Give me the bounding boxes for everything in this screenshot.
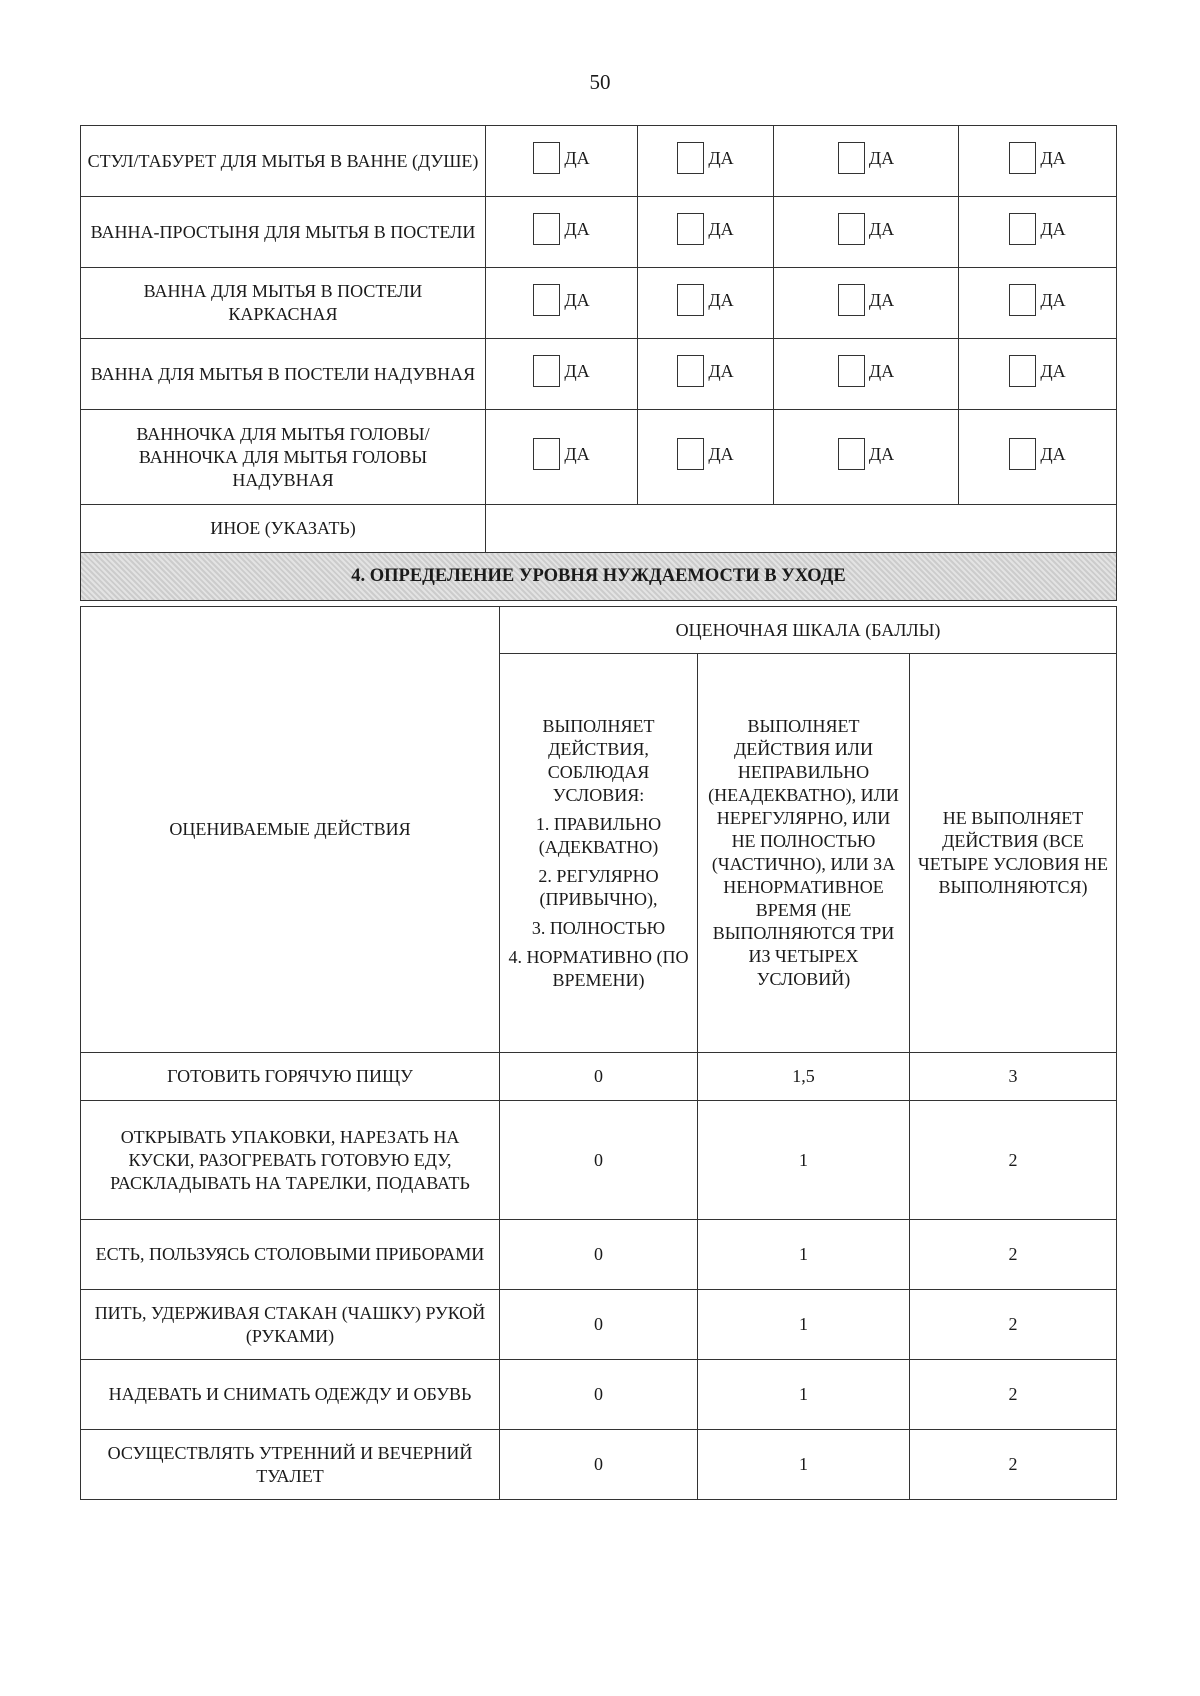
action-row: [81, 1053, 1117, 1101]
option-cell: [774, 197, 959, 268]
yes-label: ДА: [564, 360, 590, 381]
yes-label: ДА: [708, 360, 734, 381]
action-name: ОТКРЫВАТЬ УПАКОВКИ, НАРЕЗАТЬ НА КУСКИ, РАЗОГРЕВАТЬ ГОТОВУЮ ЕДУ, РАСКЛАДЫВАТЬ НА ТАРЕЛКИ, ПОДАВАТЬ: [81, 1101, 500, 1220]
checkbox-icon[interactable]: [677, 142, 704, 174]
action-row: [81, 1220, 1117, 1290]
yes-option[interactable]: [677, 142, 733, 174]
col1-intro: ВЫПОЛНЯЕТ ДЕЙСТВИЯ, СОБЛЮДАЯ УСЛОВИЯ:: [542, 715, 655, 805]
yes-label: ДА: [564, 289, 590, 310]
equipment-row: [81, 197, 1117, 268]
yes-label: ДА: [868, 147, 895, 168]
equipment-rows: [81, 126, 1117, 505]
yes-label: ДА: [564, 147, 590, 168]
yes-option[interactable]: [533, 355, 589, 387]
action-name: ЕСТЬ, ПОЛЬЗУЯСЬ СТОЛОВЫМИ ПРИБОРАМИ: [81, 1220, 500, 1290]
action-name: ПИТЬ, УДЕРЖИВАЯ СТАКАН (ЧАШКУ) РУКОЙ (РУКАМИ): [81, 1290, 500, 1360]
equipment-name: ВАННА ДЛЯ МЫТЬЯ В ПОСТЕЛИ КАРКАСНАЯ: [81, 268, 486, 339]
option-cell: [638, 268, 774, 339]
score-full: 0: [500, 1430, 698, 1500]
yes-option[interactable]: [838, 438, 894, 470]
action-row: [81, 1290, 1117, 1360]
action-row: [81, 1101, 1117, 1220]
equipment-row: [81, 126, 1117, 197]
equipment-name: ВАННА-ПРОСТЫНЯ ДЛЯ МЫТЬЯ В ПОСТЕЛИ: [81, 197, 486, 268]
equipment-row: [81, 410, 1117, 505]
option-cell: [486, 197, 638, 268]
yes-label: ДА: [564, 443, 590, 464]
other-label: ИНОЕ (УКАЗАТЬ): [81, 505, 486, 553]
option-cell: [486, 268, 638, 339]
equipment-name: ВАННА ДЛЯ МЫТЬЯ В ПОСТЕЛИ НАДУВНАЯ: [81, 339, 486, 410]
checkbox-icon[interactable]: [838, 284, 865, 316]
actions-header: ОЦЕНИВАЕМЫЕ ДЕЙСТВИЯ: [81, 607, 500, 1053]
yes-option[interactable]: [1009, 142, 1065, 174]
option-cell: [774, 268, 959, 339]
checkbox-icon[interactable]: [677, 438, 704, 470]
yes-label: ДА: [1040, 360, 1066, 381]
checkbox-icon[interactable]: [1009, 438, 1036, 470]
option-cell: [638, 339, 774, 410]
yes-label: ДА: [1040, 147, 1066, 168]
yes-option[interactable]: [1009, 355, 1065, 387]
yes-label: ДА: [868, 289, 895, 310]
yes-option[interactable]: [838, 142, 894, 174]
option-cell: [486, 126, 638, 197]
scale-header: ОЦЕНОЧНАЯ ШКАЛА (БАЛЛЫ): [500, 607, 1117, 654]
score-partial: 1: [698, 1101, 910, 1220]
option-cell: [959, 339, 1117, 410]
yes-option[interactable]: [838, 213, 894, 245]
yes-label: ДА: [1040, 289, 1066, 310]
checkbox-icon[interactable]: [533, 355, 560, 387]
option-cell: [774, 126, 959, 197]
yes-option[interactable]: [677, 284, 733, 316]
score-none: 2: [910, 1360, 1117, 1430]
option-cell: [959, 410, 1117, 505]
yes-label: ДА: [708, 218, 734, 239]
score-full: 0: [500, 1360, 698, 1430]
yes-label: ДА: [1040, 218, 1066, 239]
col1-condition: 4. НОРМАТИВНО (ПО ВРЕМЕНИ): [508, 946, 689, 990]
score-none: 3: [910, 1053, 1117, 1101]
option-cell: [959, 197, 1117, 268]
checkbox-icon[interactable]: [1009, 142, 1036, 174]
section-4-title: 4. ОПРЕДЕЛЕНИЕ УРОВНЯ НУЖДАЕМОСТИ В УХОДЕ: [81, 553, 1117, 601]
option-cell: [486, 339, 638, 410]
checkbox-icon[interactable]: [677, 284, 704, 316]
yes-option[interactable]: [1009, 438, 1065, 470]
checkbox-icon[interactable]: [1009, 213, 1036, 245]
page-number: 50: [589, 70, 611, 94]
score-col-none: НЕ ВЫПОЛНЯЕТ ДЕЙСТВИЯ (ВСЕ ЧЕТЫРЕ УСЛОВИЯ НЕ ВЫПОЛНЯЮТСЯ): [910, 654, 1117, 1053]
other-row: [81, 505, 1117, 553]
yes-label: ДА: [564, 218, 590, 239]
score-full: 0: [500, 1053, 698, 1101]
yes-label: ДА: [868, 443, 895, 464]
score-partial: 1,5: [698, 1053, 910, 1101]
yes-label: ДА: [868, 218, 895, 239]
option-cell: [638, 197, 774, 268]
col1-condition: 1. ПРАВИЛЬНО (АДЕКВАТНО): [535, 813, 662, 857]
score-none: 2: [910, 1101, 1117, 1220]
option-cell: [774, 339, 959, 410]
action-name: ОСУЩЕСТВЛЯТЬ УТРЕННИЙ И ВЕЧЕРНИЙ ТУАЛЕТ: [81, 1430, 500, 1500]
equipment-name: СТУЛ/ТАБУРЕТ ДЛЯ МЫТЬЯ В ВАННЕ (ДУШЕ): [81, 126, 486, 197]
checkbox-icon[interactable]: [838, 438, 865, 470]
checkbox-icon[interactable]: [533, 213, 560, 245]
score-col-full: [500, 654, 698, 1053]
score-partial: 1: [698, 1220, 910, 1290]
score-none: 2: [910, 1220, 1117, 1290]
col1-condition: 2. РЕГУЛЯРНО (ПРИВЫЧНО),: [538, 865, 659, 909]
section-header-row: [81, 553, 1117, 601]
yes-label: ДА: [708, 443, 734, 464]
yes-option[interactable]: [838, 355, 894, 387]
option-cell: [959, 268, 1117, 339]
yes-option[interactable]: [838, 284, 894, 316]
needs-table: [80, 606, 1117, 1500]
yes-option[interactable]: [533, 213, 589, 245]
option-cell: [486, 410, 638, 505]
score-none: 2: [910, 1290, 1117, 1360]
yes-option[interactable]: [1009, 213, 1065, 245]
col1-condition: 3. ПОЛНОСТЬЮ: [531, 917, 666, 938]
yes-option[interactable]: [533, 142, 589, 174]
equipment-name: ВАННОЧКА ДЛЯ МЫТЬЯ ГОЛОВЫ/ ВАННОЧКА ДЛЯ МЫТЬЯ ГОЛОВЫ НАДУВНАЯ: [81, 410, 486, 505]
checkbox-icon[interactable]: [533, 438, 560, 470]
equipment-row: [81, 339, 1117, 410]
action-name: ГОТОВИТЬ ГОРЯЧУЮ ПИЩУ: [81, 1053, 500, 1101]
option-cell: [638, 126, 774, 197]
equipment-table: [80, 125, 1117, 601]
yes-option[interactable]: [677, 438, 733, 470]
checkbox-icon[interactable]: [533, 142, 560, 174]
score-partial: 1: [698, 1290, 910, 1360]
yes-option[interactable]: [677, 355, 733, 387]
yes-label: ДА: [708, 147, 734, 168]
action-name: НАДЕВАТЬ И СНИМАТЬ ОДЕЖДУ И ОБУВЬ: [81, 1360, 500, 1430]
action-row: [81, 1360, 1117, 1430]
checkbox-icon[interactable]: [838, 142, 865, 174]
checkbox-icon[interactable]: [677, 213, 704, 245]
score-partial: 1: [698, 1360, 910, 1430]
checkbox-icon[interactable]: [1009, 284, 1036, 316]
action-rows: [81, 1053, 1117, 1500]
yes-option[interactable]: [677, 213, 733, 245]
equipment-row: [81, 268, 1117, 339]
checkbox-icon[interactable]: [838, 213, 865, 245]
checkbox-icon[interactable]: [677, 355, 704, 387]
yes-label: ДА: [1040, 443, 1066, 464]
other-input-cell[interactable]: [486, 505, 1117, 553]
action-row: [81, 1430, 1117, 1500]
score-full: 0: [500, 1101, 698, 1220]
score-full: 0: [500, 1290, 698, 1360]
checkbox-icon[interactable]: [1009, 355, 1036, 387]
option-cell: [774, 410, 959, 505]
score-partial: 1: [698, 1430, 910, 1500]
yes-option[interactable]: [1009, 284, 1065, 316]
option-cell: [638, 410, 774, 505]
yes-option[interactable]: [533, 438, 589, 470]
scale-header-row: [81, 607, 1117, 654]
score-col-partial: ВЫПОЛНЯЕТ ДЕЙСТВИЯ ИЛИ НЕПРАВИЛЬНО (НЕАДЕКВАТНО), ИЛИ НЕРЕГУЛЯРНО, ИЛИ НЕ ПОЛНОСТЬЮ (ЧАСТИЧНО), ИЛИ ЗА НЕНОРМАТИВНОЕ ВРЕМЯ (НЕ ВЫПОЛНЯЮТСЯ ТРИ ИЗ ЧЕТЫРЕХ УСЛОВИЙ): [698, 654, 910, 1053]
score-full: 0: [500, 1220, 698, 1290]
yes-label: ДА: [708, 289, 734, 310]
option-cell: [959, 126, 1117, 197]
checkbox-icon[interactable]: [533, 284, 560, 316]
score-none: 2: [910, 1430, 1117, 1500]
yes-option[interactable]: [533, 284, 589, 316]
checkbox-icon[interactable]: [838, 355, 865, 387]
yes-label: ДА: [868, 360, 895, 381]
